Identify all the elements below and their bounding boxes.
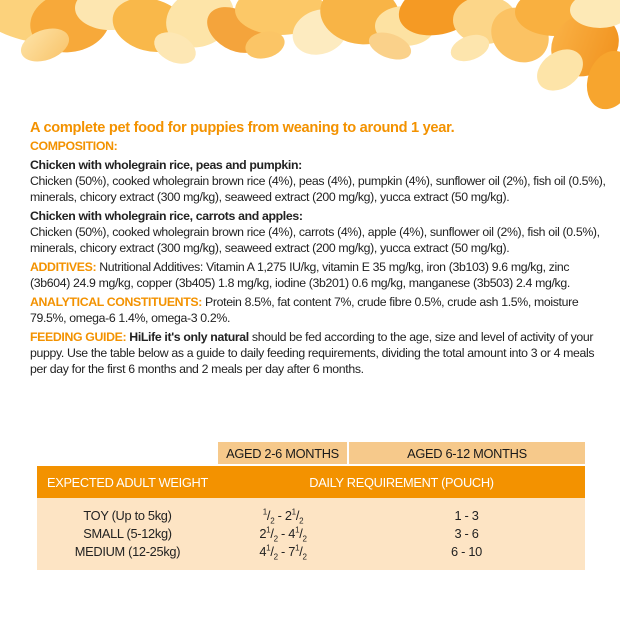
analytical-text: Protein 8.5%, fat content 7%, crude fibre 0.5%, crude ash 1.5%, moisture 79.5%, omega-6 1.4%, omega-3 0.2%. — [30, 295, 579, 325]
additives-label: ADDITIVES: — [30, 260, 97, 274]
table-row — [37, 524, 585, 542]
requirement-header: DAILY REQUIREMENT (POUCH) — [218, 465, 585, 498]
additives-section — [30, 259, 608, 291]
feeding-table — [37, 442, 585, 570]
feeding-section — [30, 329, 608, 377]
composition-label: COMPOSITION: — [30, 139, 118, 153]
feeding-brand: HiLife it's only natural — [126, 330, 249, 344]
table-row — [37, 542, 585, 570]
age-header-young: AGED 2-6 MONTHS — [218, 442, 348, 465]
table-row — [37, 498, 585, 524]
additives-text: Nutritional Additives: Vitamin A 1,275 IU/kg, vitamin E 35 mg/kg, iron (3b103) 9.6 mg/kg, zinc (3b604) 24.9 mg/kg, copper (3b405) 1.8 mg/kg, iodine (3b201) 0.6 mg/kg, manganese (3b503) 2.4 mg/kg. — [30, 260, 570, 290]
recipe-1-title: Chicken with wholegrain rice, peas and pumpkin: — [30, 158, 302, 172]
size-cell: SMALL (5-12kg) — [37, 524, 218, 542]
recipe-1-ingredients: Chicken (50%), cooked wholegrain brown rice (4%), peas (4%), pumpkin (4%), sunflower oil (2%), fish oil (0.5%), minerals, chicory extract (300 mg/kg), seaweed extract (200 mg/kg), yucca extract (50 mg/kg). — [30, 174, 606, 204]
weight-header: EXPECTED ADULT WEIGHT — [37, 465, 218, 498]
young-amount-cell: $2^1/_2 - 4^1/_2$ — [218, 524, 348, 542]
size-cell: TOY (Up to 5kg) — [37, 498, 218, 524]
old-amount-cell: 1 - 3 — [348, 498, 585, 524]
decorative-leaf-banner — [0, 0, 620, 110]
feeding-label: FEEDING GUIDE: — [30, 330, 127, 344]
product-description — [30, 118, 608, 377]
analytical-section — [30, 294, 608, 326]
headline: A complete pet food for puppies from weaning to around 1 year. — [30, 120, 455, 136]
old-amount-cell: 6 - 10 — [348, 542, 585, 570]
size-cell: MEDIUM (12-25kg) — [37, 542, 218, 570]
young-amount-cell: $4^1/_2 - 7^1/_2$ — [218, 542, 348, 570]
young-amount-cell: $^1/_2 - 2^1/_2$ — [218, 498, 348, 524]
old-amount-cell: 3 - 6 — [348, 524, 585, 542]
recipe-2-ingredients: Chicken (50%), cooked wholegrain brown rice (4%), carrots (4%), apple (4%), sunflower oil (2%), fish oil (0.5%), minerals, chicory extract (300 mg/kg), seaweed extract (200 mg/kg), yucca extract (50 mg/kg). — [30, 225, 600, 255]
column-header-row — [37, 465, 585, 498]
feeding-text: should be fed according to the age, size and level of activity of your puppy. Use the table below as a guide to daily feeding requirements, dividing the total amount into 3 or 4 meals per day for the first 6 months and 2 meals per day after 6 months. — [30, 330, 595, 376]
age-header-old: AGED 6-12 MONTHS — [348, 442, 585, 465]
recipe-2-title: Chicken with wholegrain rice, carrots and apples: — [30, 209, 303, 223]
analytical-label: ANALYTICAL CONSTITUENTS: — [30, 295, 202, 309]
age-header-row — [37, 442, 585, 465]
